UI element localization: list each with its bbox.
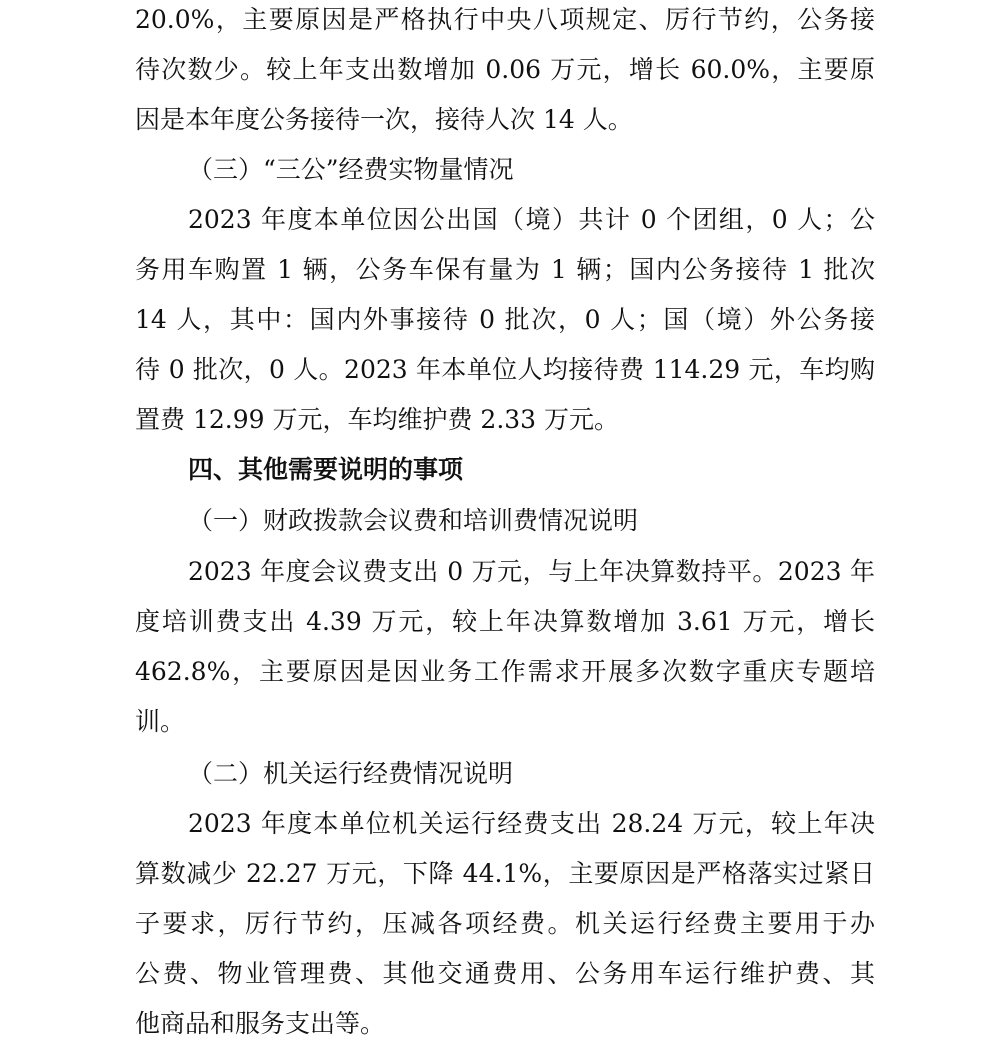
paragraph-line: 20.0%，主要原因是严格执行中央八项规定、厉行节约，公务接 — [135, 5, 875, 34]
sub-2-heading: （二）机关运行经费情况说明 — [188, 759, 514, 788]
paragraph-line: 度培训费支出 4.39 万元，较上年决算数增加 3.61 万元，增长 — [135, 607, 875, 636]
paragraph-line: 待次数少。较上年支出数增加 0.06 万元，增长 60.0%，主要原 — [135, 55, 875, 84]
paragraph-line: 子要求，厉行节约，压减各项经费。机关运行经费主要用于办 — [135, 909, 875, 938]
paragraph-line: 待 0 批次，0 人。2023 年本单位人均接待费 114.29 元，车均购 — [135, 355, 875, 384]
sub-1-heading: （一）财政拨款会议费和培训费情况说明 — [188, 506, 639, 535]
paragraph-line: 2023 年度本单位机关运行经费支出 28.24 万元，较上年决 — [188, 809, 875, 838]
section-4-heading: 四、其他需要说明的事项 — [188, 455, 464, 484]
paragraph-line: 置费 12.99 万元，车均维护费 2.33 万元。 — [135, 405, 620, 434]
paragraph-line: 2023 年度会议费支出 0 万元，与上年决算数持平。2023 年 — [188, 557, 875, 586]
paragraph-line: 14 人，其中：国内外事接待 0 批次，0 人；国（境）外公务接 — [135, 305, 875, 334]
paragraph-line: 他商品和服务支出等。 — [135, 1009, 386, 1038]
paragraph-line: 务用车购置 1 辆，公务车保有量为 1 辆；国内公务接待 1 批次 — [135, 255, 875, 284]
paragraph-line: 2023 年度本单位因公出国（境）共计 0 个团组，0 人；公 — [188, 205, 875, 234]
paragraph-line: 因是本年度公务接待一次，接待人次 14 人。 — [135, 105, 633, 134]
paragraph-line: 公费、物业管理费、其他交通费用、公务用车运行维护费、其 — [135, 959, 875, 988]
paragraph-line: 462.8%，主要原因是因业务工作需求开展多次数字重庆专题培 — [135, 657, 875, 686]
paragraph-line: 算数减少 22.27 万元，下降 44.1%，主要原因是严格落实过紧日 — [135, 859, 875, 888]
paragraph-line: 训。 — [135, 707, 186, 736]
section-3-heading: （三）“三公”经费实物量情况 — [188, 155, 514, 184]
